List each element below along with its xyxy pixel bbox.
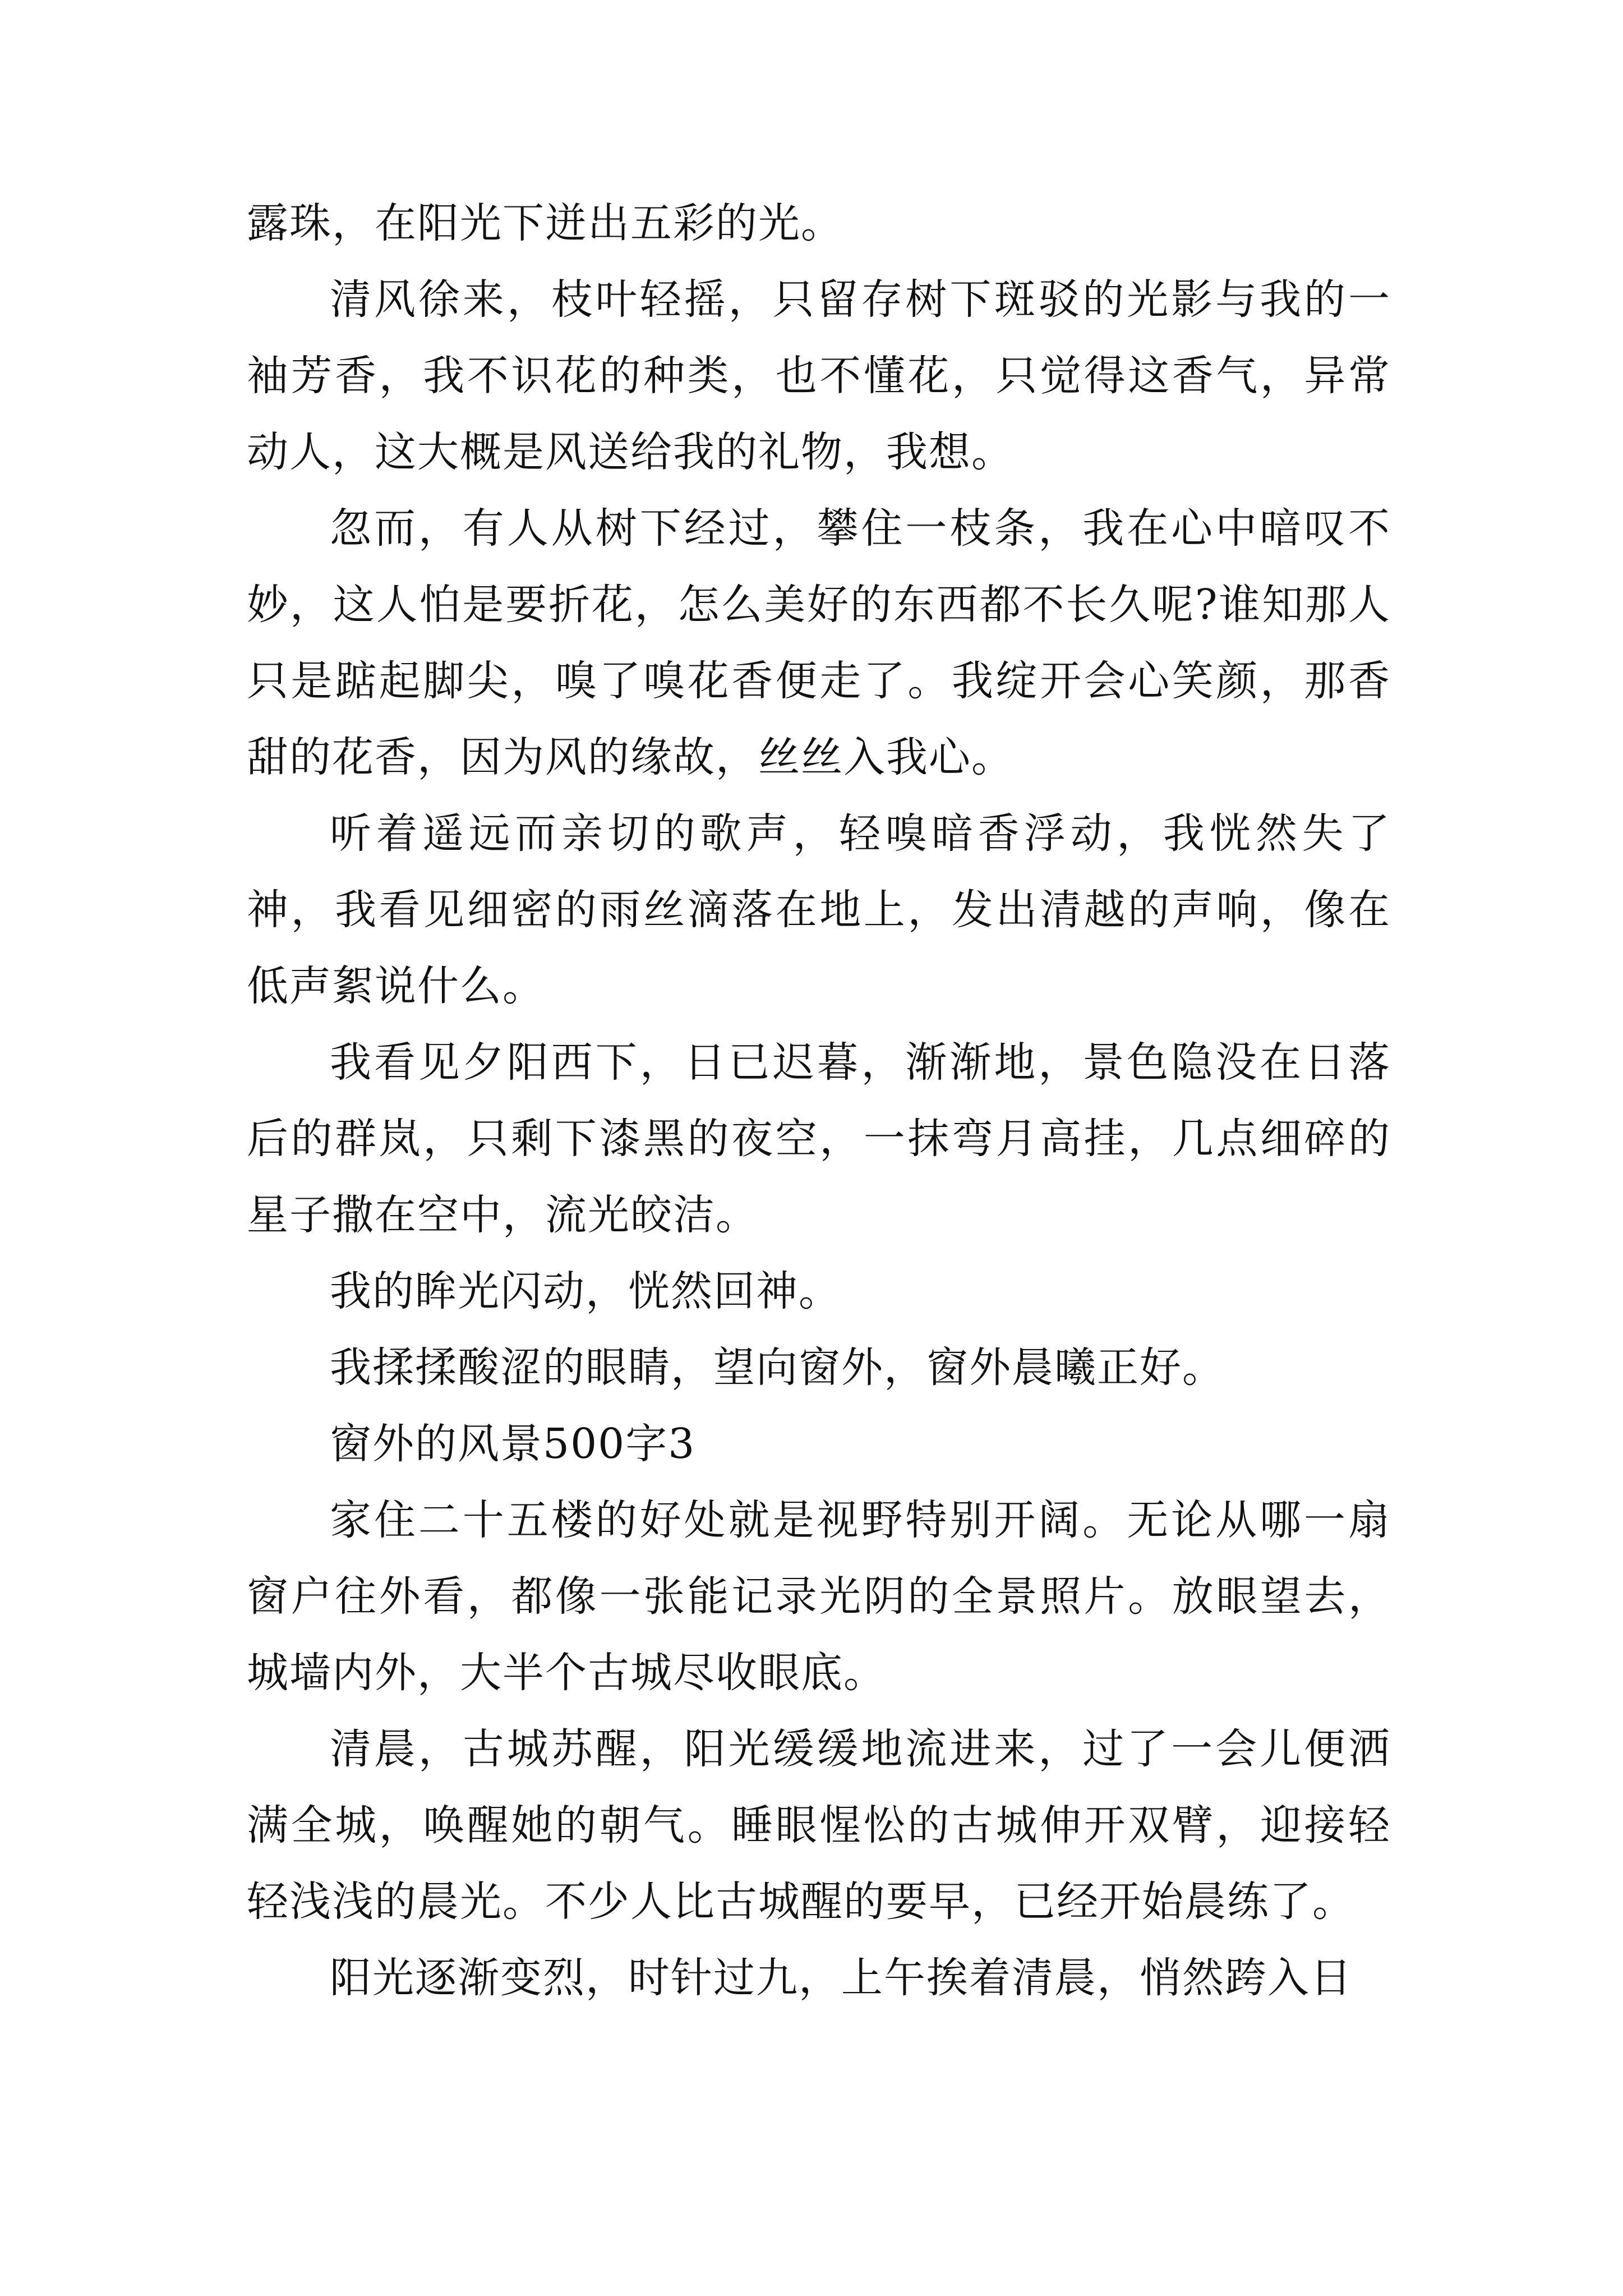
paragraph-9: 家住二十五楼的好处就是视野特别开阔。无论从哪一扇窗户往外看，都像一张能记录光阴的全景照片。放眼望去，城墙内外，大半个古城尽收眼底。 <box>247 1496 1391 1697</box>
document-body <box>247 185 1391 2016</box>
paragraph-3: 忽而，有人从树下经过，攀住一枝条，我在心中暗叹不妙，这人怕是要折花，怎么美好的东西都不长久呢?谁知那人只是踮起脚尖，嗅了嗅花香便走了。我绽开会心笑颜，那香甜的花香，因为风的缘故，丝丝入我心。 <box>247 504 1391 781</box>
paragraph-2: 清风徐来，枝叶轻摇，只留存树下斑驳的光影与我的一袖芳香，我不识花的种类，也不懂花，只觉得这香气，异常动人，这大概是风送给我的礼物，我想。 <box>247 275 1391 476</box>
paragraph-5: 我看见夕阳西下，日已迟暮，渐渐地，景色隐没在日落后的群岚，只剩下漆黑的夜空，一抹弯月高挂，几点细碎的星子撒在空中，流光皎洁。 <box>247 1038 1391 1239</box>
paragraph-11: 阳光逐渐变烈，时针过九，上午挨着清晨，悄然跨入日 <box>330 1954 1353 2002</box>
paragraph-4: 听着遥远而亲切的歌声，轻嗅暗香浮动，我恍然失了神，我看见细密的雨丝滴落在地上，发出清越的声响，像在低声絮说什么。 <box>247 809 1391 1010</box>
paragraph-6: 我的眸光闪动，恍然回神。 <box>330 1267 841 1315</box>
section-heading: 窗外的风景500字3 <box>330 1420 696 1468</box>
paragraph-10: 清晨，古城苏醒，阳光缓缓地流进来，过了一会儿便洒满全城，唤醒她的朝气。睡眼惺忪的古城伸开双臂，迎接轻轻浅浅的晨光。不少人比古城醒的要早，已经开始晨练了。 <box>247 1725 1391 1926</box>
paragraph-1: 露珠，在阳光下迸出五彩的光。 <box>247 199 843 247</box>
paragraph-7: 我揉揉酸涩的眼睛，望向窗外，窗外晨曦正好。 <box>330 1343 1225 1392</box>
